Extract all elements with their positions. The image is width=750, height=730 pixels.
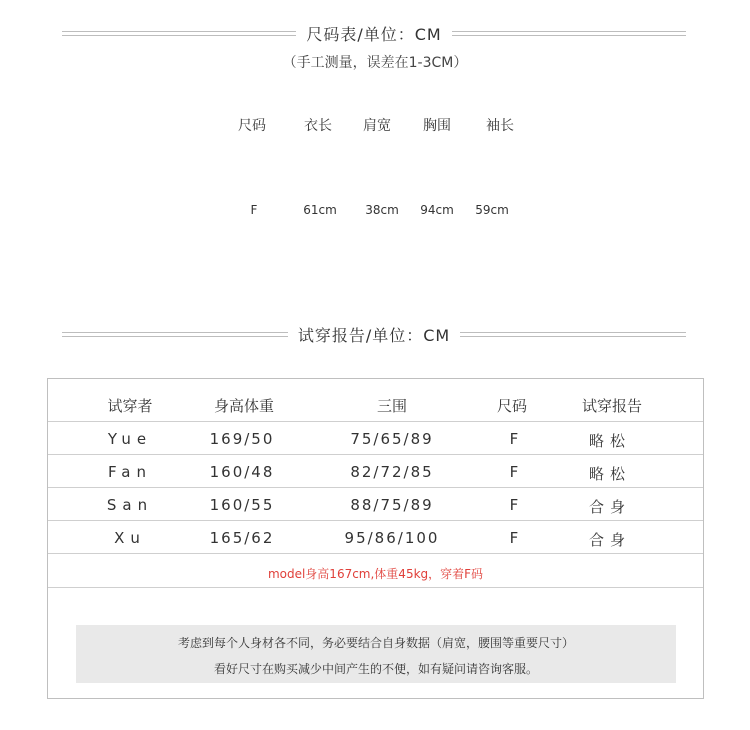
fit-report: 合身 — [588, 498, 632, 516]
size-chart-title-row — [62, 22, 686, 45]
title-divider-right — [452, 31, 686, 36]
measurements: 95/86/100 — [344, 529, 440, 547]
size-chart-subtitle: （手工测量，误差在1-3CM） — [282, 55, 468, 71]
report-title-row — [62, 323, 686, 346]
measurements: 88/75/89 — [350, 496, 434, 514]
fitting-report-table — [47, 378, 704, 699]
fit-report: 略松 — [588, 465, 632, 483]
size-header-size: 尺码 — [238, 118, 266, 134]
wearer-name: Yue — [107, 430, 153, 448]
height-weight: 160/48 — [209, 463, 275, 481]
model-note: model身高167cm,体重45kg，穿着F码 — [267, 567, 484, 581]
size-header-shoulder: 肩宽 — [363, 118, 391, 134]
report-header-report: 试穿报告 — [581, 397, 643, 415]
size-value-sleeve: 59cm — [475, 203, 509, 217]
height-weight: 165/62 — [209, 529, 275, 547]
fit-report: 略松 — [588, 432, 632, 450]
size-value: F — [509, 430, 519, 448]
row-divider — [48, 587, 703, 588]
size-value-length: 61cm — [303, 203, 337, 217]
row-divider — [48, 454, 703, 455]
size-value: F — [509, 463, 519, 481]
size-header-sleeve: 袖长 — [486, 118, 514, 134]
advice-line-2: 看好尺寸在购买减少中间产生的不便，如有疑问请咨询客服。 — [213, 662, 538, 676]
report-title: 试穿报告/单位：CM — [297, 326, 451, 345]
advice-line-1: 考虑到每个人身材各不同，务必要结合自身数据（肩宽，腰围等重要尺寸） — [177, 636, 574, 650]
report-header-wearer: 试穿者 — [107, 397, 153, 415]
size-header-chest: 胸围 — [423, 118, 451, 134]
row-divider — [48, 421, 703, 422]
height-weight: 160/55 — [209, 496, 275, 514]
fit-report: 合身 — [588, 531, 632, 549]
row-divider — [48, 487, 703, 488]
size-value-size: F — [250, 203, 258, 217]
title-divider-left — [62, 332, 288, 337]
row-divider — [48, 553, 703, 554]
size-value-shoulder: 38cm — [365, 203, 399, 217]
title-divider-right — [460, 332, 686, 337]
title-divider-left — [62, 31, 296, 36]
measurements: 82/72/85 — [350, 463, 434, 481]
size-chart-title: 尺码表/单位：CM — [306, 25, 442, 44]
wearer-name: Xu — [114, 529, 146, 547]
size-value-chest: 94cm — [420, 203, 454, 217]
wearer-name: Fan — [108, 463, 152, 481]
size-value: F — [509, 496, 519, 514]
report-header-size: 尺码 — [496, 397, 528, 415]
report-header-measurements: 三围 — [376, 397, 408, 415]
wearer-name: San — [106, 496, 154, 514]
measurements: 75/65/89 — [350, 430, 434, 448]
size-value: F — [509, 529, 519, 547]
height-weight: 169/50 — [209, 430, 275, 448]
row-divider — [48, 520, 703, 521]
size-header-length: 衣长 — [304, 118, 332, 134]
report-header-height-weight: 身高体重 — [213, 397, 275, 415]
advice-box — [76, 625, 676, 683]
